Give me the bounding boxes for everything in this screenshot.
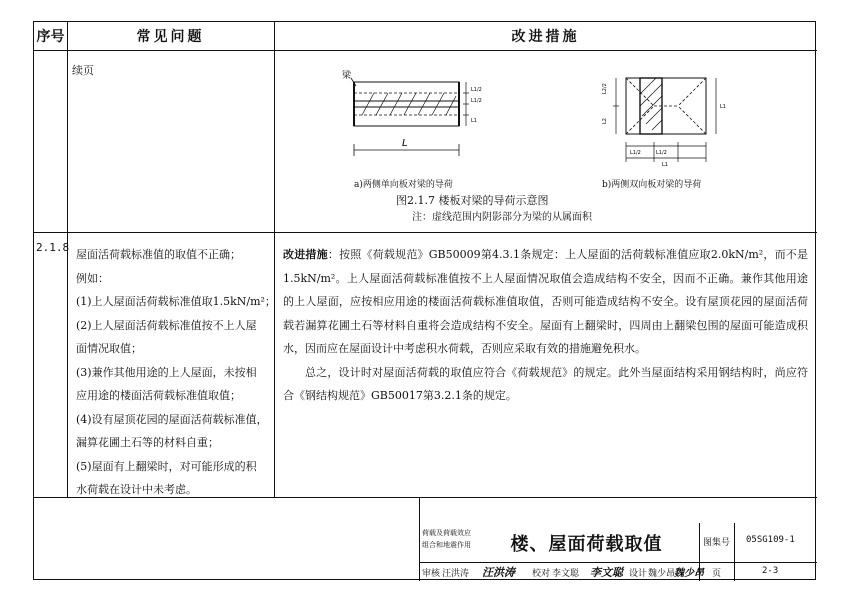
atlas-label: 图集号 bbox=[703, 538, 731, 548]
caption-figure-a: a)两侧单向板对梁的导荷 bbox=[354, 180, 453, 190]
svg-text:L2: L2 bbox=[602, 118, 608, 124]
figure-a-diagram bbox=[334, 64, 484, 169]
problem-line: 面情况取值； bbox=[76, 342, 142, 355]
designer-signature: 魏少昂 bbox=[674, 568, 704, 579]
measure-text bbox=[283, 243, 808, 408]
svg-text:L1/2: L1/2 bbox=[656, 150, 667, 156]
review-label: 审核 bbox=[422, 569, 441, 579]
svg-text:L2/2: L2/2 bbox=[602, 83, 608, 94]
problem-line: 漏算花圃土石等的材料自重； bbox=[76, 436, 219, 449]
svg-text:L1/2: L1/2 bbox=[471, 98, 482, 104]
reviewer-name: 汪洪涛 bbox=[442, 569, 470, 579]
svg-text:L1: L1 bbox=[471, 118, 477, 124]
svg-text:L1/2: L1/2 bbox=[471, 87, 482, 93]
checker-signature: 李文聪 bbox=[590, 566, 623, 579]
atlas-number: 05SG109-1 bbox=[746, 535, 795, 545]
caption-figure-b: b)两侧双向板对梁的导荷 bbox=[602, 180, 702, 190]
figure-title: 图2.1.7 楼板对梁的导荷示意图 bbox=[396, 194, 549, 207]
measure-label: 改进措施 bbox=[283, 248, 328, 261]
row-divider bbox=[34, 232, 817, 233]
span-label: L bbox=[402, 138, 408, 149]
tb-divider-a bbox=[419, 497, 420, 581]
svg-text:L1: L1 bbox=[662, 162, 668, 168]
header-col-measure: 改进措施 bbox=[511, 29, 580, 45]
measure-paragraph-2: 总之，设计时对屋面活荷载的取值应符合《荷载规范》的规定。此外当屋面结构采用钢结构时，尚应符合《钢结构规范》GB50017第3.2.1条的规定。 bbox=[283, 365, 808, 402]
continued-label: 续页 bbox=[72, 64, 94, 77]
chapter-name-1: 荷载及荷载效应 bbox=[422, 529, 471, 537]
problem-line: (2)上人屋面活荷载标准值按不上人屋 bbox=[76, 318, 257, 332]
design-label: 设计 bbox=[629, 569, 648, 579]
tb-row-divider bbox=[419, 562, 817, 563]
problem-line: 屋面活荷载标准值的取值不正确； bbox=[76, 248, 241, 261]
col-divider-1 bbox=[67, 22, 68, 497]
item-number: 2.1.8 bbox=[36, 241, 70, 254]
check-label: 校对 bbox=[532, 569, 551, 579]
designer-name: 魏少昂 bbox=[648, 569, 676, 579]
checker-name: 李文聪 bbox=[552, 569, 580, 579]
problem-text bbox=[76, 243, 276, 502]
beam-label: 梁 bbox=[342, 71, 352, 81]
chapter-name-2: 组合和地震作用 bbox=[422, 541, 471, 549]
svg-text:L1/2: L1/2 bbox=[630, 150, 641, 156]
figure-note: 注：虚线范围内阴影部分为梁的从属面积 bbox=[412, 212, 592, 223]
problem-line: (5)屋面有上翻梁时，对可能形成的积 bbox=[76, 459, 257, 473]
header-col-problem: 常见问题 bbox=[136, 29, 205, 45]
page-label: 页 bbox=[712, 569, 722, 579]
problem-line: (1)上人屋面活荷载标准值取1.5kN/m²； bbox=[76, 295, 276, 308]
figure-b-diagram bbox=[586, 64, 746, 169]
page-number: 2-3 bbox=[762, 566, 779, 576]
problem-line: 应用途的楼面活荷载标准值取值； bbox=[76, 389, 241, 402]
problem-line: (4)设有屋顶花园的屋面活荷载标准值， bbox=[76, 412, 268, 426]
drawing-sheet bbox=[33, 21, 816, 580]
col-divider-2 bbox=[274, 22, 275, 497]
sheet-title: 楼、屋面荷载取值 bbox=[510, 534, 663, 555]
svg-text:L1: L1 bbox=[720, 104, 726, 110]
header-col-no: 序号 bbox=[36, 29, 65, 45]
problem-line: 水荷载在设计中未考虑。 bbox=[76, 483, 197, 496]
problem-line: 例如： bbox=[76, 271, 109, 285]
tb-divider-c bbox=[734, 523, 735, 581]
problem-line: (3)兼作其他用途的上人屋面，未按相 bbox=[76, 365, 257, 379]
reviewer-signature: 汪洪涛 bbox=[482, 566, 515, 579]
measure-paragraph-1: ：按照《荷载规范》GB50009第4.3.1条规定：上人屋面的活荷载标准值应取2.0kN/m²，而不是1.5kN/m²。上人屋面活荷载标准值按不上人屋面情况取值会造成结构不安全，因而不正确。兼作其他用途的上人屋面，应按相应用途的楼面活荷载标准值取值，否则可能造成结构不安全。设有屋顶花园的屋面活荷载若漏算花圃土石等材料自重将会造成结构不安全。屋面有上翻梁时，四周由上翻梁包围的屋面可能造成积水，因而应在屋面设计中考虑积水荷载，否则应采取有效的措施避免积水。 bbox=[283, 248, 809, 355]
header-divider bbox=[34, 50, 817, 51]
